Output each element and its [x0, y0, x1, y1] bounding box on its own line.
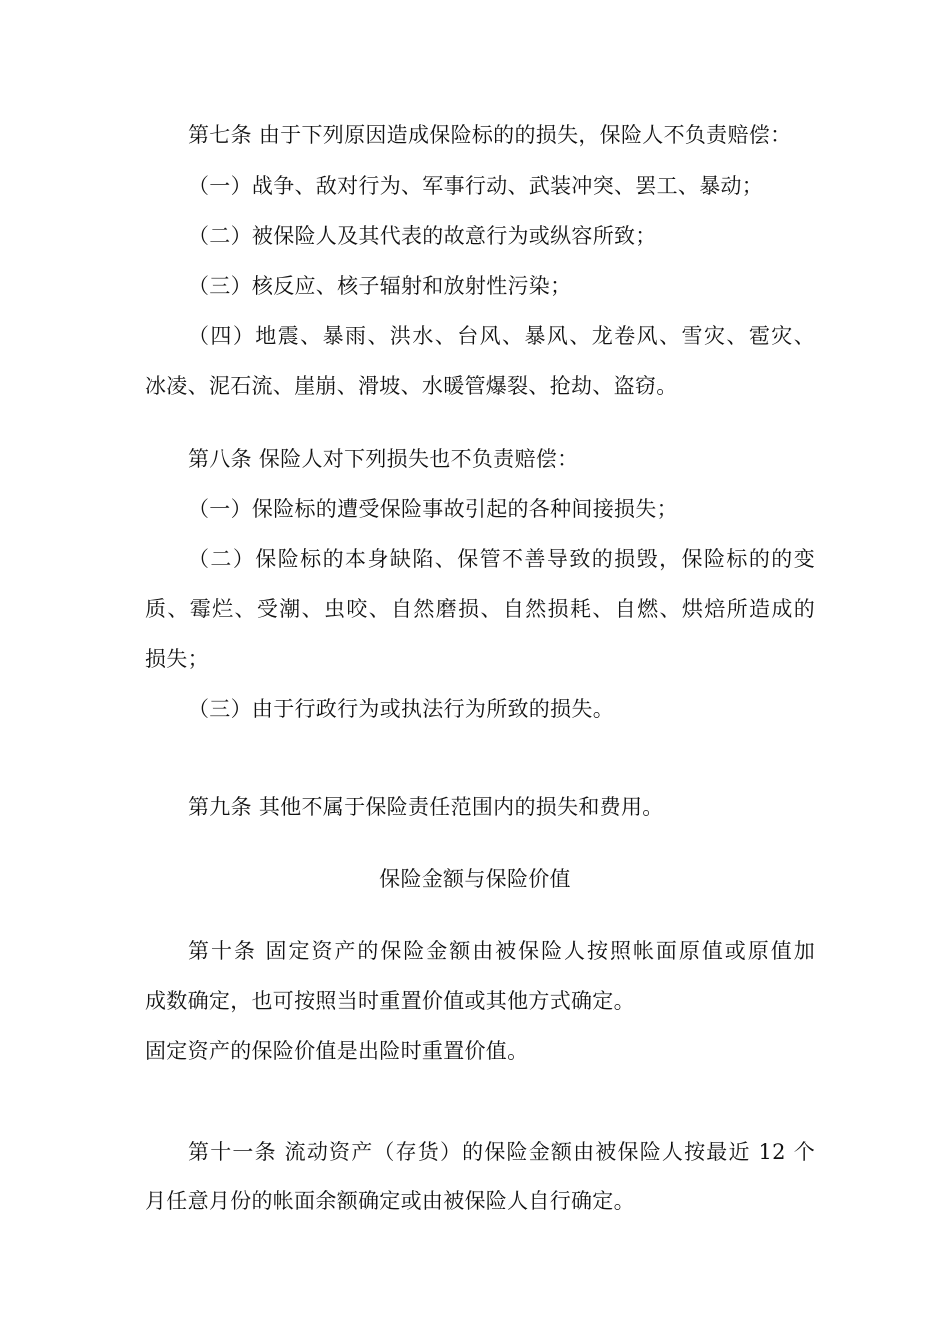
- article-10-line-1: 第十条 固定资产的保险金额由被保险人按照帐面原值或原值加: [188, 939, 815, 963]
- article-8-item-3: （三）由于行政行为或执法行为所致的损失。: [188, 697, 614, 721]
- article-7-item-1: （一）战争、敌对行为、军事行动、武装冲突、罢工、暴动；: [188, 174, 764, 198]
- article-11-line-1: 第十一条 流动资产（存货）的保险金额由被保险人按最近 12 个: [188, 1140, 815, 1164]
- article-8-item-2-line-2: 质、霉烂、受潮、虫咬、自然磨损、自然损耗、自燃、烘焙所造成的: [145, 597, 815, 621]
- article-7-heading: 第七条 由于下列原因造成保险标的的损失，保险人不负责赔偿：: [188, 123, 792, 147]
- article-10-line-3: 固定资产的保险价值是出险时重置价值。: [145, 1039, 529, 1063]
- article-7-item-4-line-1: （四）地震、暴雨、洪水、台风、暴风、龙卷风、雪灾、雹灾、: [188, 324, 815, 348]
- article-7-item-2: （二）被保险人及其代表的故意行为或纵容所致；: [188, 224, 657, 248]
- article-10-line-2: 成数确定，也可按照当时重置价值或其他方式确定。: [145, 989, 635, 1013]
- article-11-line-2: 月任意月份的帐面余额确定或由被保险人自行确定。: [145, 1189, 635, 1213]
- article-8-heading: 第八条 保险人对下列损失也不负责赔偿：: [188, 447, 579, 471]
- section-title: 保险金额与保险价值: [379, 867, 571, 891]
- article-8-item-2-line-3: 损失；: [145, 647, 209, 671]
- article-8-item-2-line-1: （二）保险标的本身缺陷、保管不善导致的损毁，保险标的的变: [188, 547, 815, 571]
- article-9-heading: 第九条 其他不属于保险责任范围内的损失和费用。: [188, 795, 664, 819]
- article-8-item-1: （一）保险标的遭受保险事故引起的各种间接损失；: [188, 497, 678, 521]
- article-7-item-4-line-2: 冰凌、泥石流、崖崩、滑坡、水暖管爆裂、抢劫、盗窃。: [145, 374, 678, 398]
- article-7-item-3: （三）核反应、核子辐射和放射性污染；: [188, 274, 572, 298]
